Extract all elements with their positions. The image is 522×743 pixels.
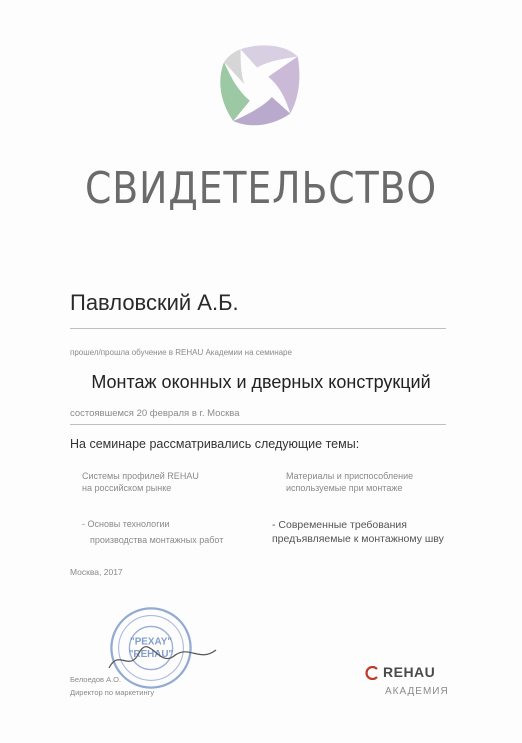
name-underline [70, 328, 446, 329]
rehau-academy-logo [365, 662, 475, 707]
svg-text:"REHAU": "REHAU" [128, 649, 174, 660]
brand-name: REHAU [383, 664, 436, 680]
rehau-emblem-icon [213, 40, 305, 132]
topic-3 [82, 518, 223, 546]
brand-sub: АКАДЕМИЯ [385, 686, 449, 697]
topic-4-line2: предъявляемые к монтажному шву [272, 533, 444, 545]
city-date: Москва, 2017 [70, 567, 123, 577]
held-text: состоявшемся 20 февраля в г. Москва [70, 408, 240, 419]
held-underline [70, 424, 446, 425]
topic-1-line2: на российском рынке [82, 483, 172, 493]
topic-2-line1: Материалы и приспособление [286, 471, 414, 481]
topic-3-line1: - Основы технологии [82, 519, 170, 529]
certificate-title: СВИДЕТЕЛЬСТВО [84, 163, 438, 214]
signature-icon [104, 638, 224, 678]
signer-name: Белоедов А.О. [70, 675, 122, 684]
svg-text:"PEXAY": "PEXAY" [130, 636, 172, 648]
topic-1-line1: Системы профилей REHAU [82, 471, 199, 481]
topic-4 [272, 518, 444, 546]
topics-heading: На семинаре рассматривались следующие темы: [70, 437, 360, 451]
topic-4-line1: - Современные требования [272, 519, 407, 531]
topic-2-line2: используемые при монтаже [286, 483, 403, 493]
rehau-mark-icon [365, 666, 379, 680]
topic-1 [82, 470, 199, 494]
signer-position: Директор по маркетингу [70, 688, 155, 697]
completed-text: прошел/прошла обучение в REHAU Академии на семинаре [70, 348, 292, 357]
course-title: Монтаж оконных и дверных конструкций [91, 372, 431, 392]
recipient-name: Павловский А.Б. [70, 290, 239, 315]
topic-3-line2: производства монтажных работ [90, 535, 224, 545]
topic-2 [286, 470, 413, 494]
